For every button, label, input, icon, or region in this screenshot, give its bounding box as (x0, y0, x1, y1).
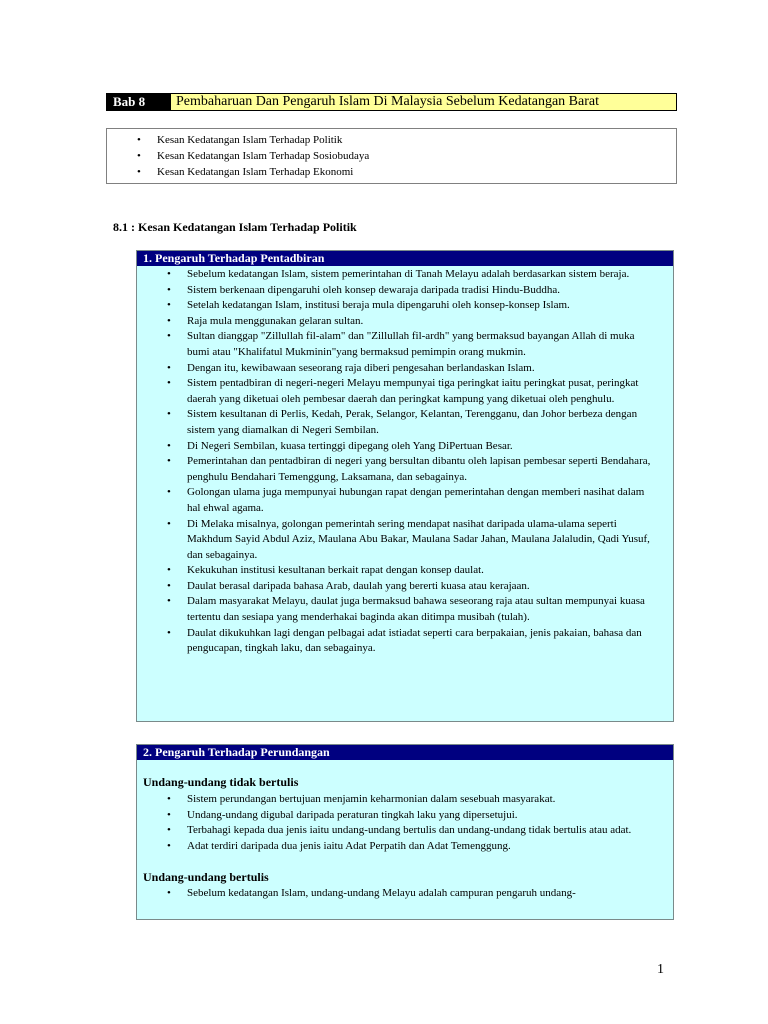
list-item: • Sultan dianggap "Zillullah fil-alam" dan "Zillullah fil-ardh" yang bermaksud bayangan Allah di muka bumi atau "Khalifatul Mukminin"yang bermaksud pemimpin orang mukmin. (137, 329, 673, 360)
list-item: • Terbahagi kepada dua jenis iaitu undang-undang bertulis dan undang-undang tidak bertulis atau adat. (137, 823, 673, 839)
chapter-header (106, 93, 677, 111)
list-item: • Sistem berkenaan dipengaruhi oleh konsep dewaraja daripada tradisi Hindu-Buddha. (137, 283, 673, 299)
list-item: • Daulat dikukuhkan lagi dengan pelbagai adat istiadat seperti cara berpakaian, jenis pakaian, bahasa dan pengucapan, tingkah laku, dan sebagainya. (137, 626, 673, 657)
administration-box-title: 1. Pengaruh Terhadap Pentadbiran (137, 251, 673, 266)
list-item: • Sistem perundangan bertujuan menjamin keharmonian dalam sesebuah masyarakat. (137, 792, 673, 808)
summary-item: • Kesan Kedatangan Islam Terhadap Ekonomi (107, 164, 676, 180)
summary-item: • Kesan Kedatangan Islam Terhadap Politik (107, 132, 676, 148)
list-item: • Adat terdiri daripada dua jenis iaitu Adat Perpatih dan Adat Temenggung. (137, 839, 673, 855)
chapter-summary-box (106, 128, 677, 184)
section-heading: 8.1 : Kesan Kedatangan Islam Terhadap Politik (113, 220, 357, 234)
unwritten-law-subheading: Undang-undang tidak bertulis (143, 775, 299, 789)
list-item: • Di Negeri Sembilan, kuasa tertinggi dipegang oleh Yang DiPertuan Besar. (137, 439, 673, 455)
list-item: • Golongan ulama juga mempunyai hubungan rapat dengan pemerintahan dengan memberi nasihat dalam hal ehwal agama. (137, 485, 673, 516)
list-item: • Undang-undang digubal daripada peraturan tingkah laku yang dipersetujui. (137, 808, 673, 824)
list-item: • Setelah kedatangan Islam, institusi beraja mula dipengaruhi oleh konsep-konsep Islam. (137, 298, 673, 314)
page-number: 1 (657, 962, 664, 977)
list-item: • Raja mula menggunakan gelaran sultan. (137, 314, 673, 330)
list-item: • Daulat berasal daripada bahasa Arab, daulah yang bererti kuasa atau kerajaan. (137, 579, 673, 595)
administration-box (136, 250, 674, 722)
list-item: • Sebelum kedatangan Islam, undang-undang Melayu adalah campuran pengaruh undang- (137, 886, 673, 902)
administration-list (137, 266, 673, 657)
unwritten-law-list (137, 792, 673, 854)
list-item: • Dengan itu, kewibawaan seseorang raja diberi pengesahan berlandaskan Islam. (137, 361, 673, 377)
list-item: • Di Melaka misalnya, golongan pemerintah sering mendapat nasihat daripada ulama-ulama seperti Makhdum Sayid Abdul Aziz, Maulana Abu Bakar, Maulana Sadar Jahan, Maulana Jalaludin, Qadi Yusuf, dan sebagainya. (137, 517, 673, 564)
list-item: • Sistem pentadbiran di negeri-negeri Melayu mempunyai tiga peringkat iaitu peringkat pusat, peringkat daerah yang diketuai oleh pembesar daerah dan peringkat kampung yang diketuai oleh penghulu. (137, 376, 673, 407)
list-item: • Dalam masyarakat Melayu, daulat juga bermaksud bahawa seseorang raja atau sultan mempunyai kuasa tertentu dan sesiapa yang menderhakai baginda akan ditimpa musibah (tulah). (137, 594, 673, 625)
list-item: • Sistem kesultanan di Perlis, Kedah, Perak, Selangor, Kelantan, Terengganu, dan Johor berbeza dengan sistem yang diamalkan di Negeri Sembilan. (137, 407, 673, 438)
summary-list (107, 132, 676, 180)
summary-item: • Kesan Kedatangan Islam Terhadap Sosiobudaya (107, 148, 676, 164)
legislation-box-title: 2. Pengaruh Terhadap Perundangan (137, 745, 673, 760)
written-law-subheading: Undang-undang bertulis (143, 870, 269, 885)
chapter-title: Pembaharuan Dan Pengaruh Islam Di Malaysia Sebelum Kedatangan Barat (171, 94, 676, 110)
written-law-list (137, 886, 673, 902)
chapter-number: Bab 8 (107, 94, 171, 110)
legislation-box (136, 744, 674, 920)
list-item: • Kekukuhan institusi kesultanan berkait rapat dengan konsep daulat. (137, 563, 673, 579)
list-item: • Sebelum kedatangan Islam, sistem pemerintahan di Tanah Melayu adalah berdasarkan sistem beraja. (137, 267, 673, 283)
list-item: • Pemerintahan dan pentadbiran di negeri yang bersultan dibantu oleh lapisan pembesar seperti Bendahara, penghulu Bendahari Temenggung, Laksamana, dan sebagainya. (137, 454, 673, 485)
